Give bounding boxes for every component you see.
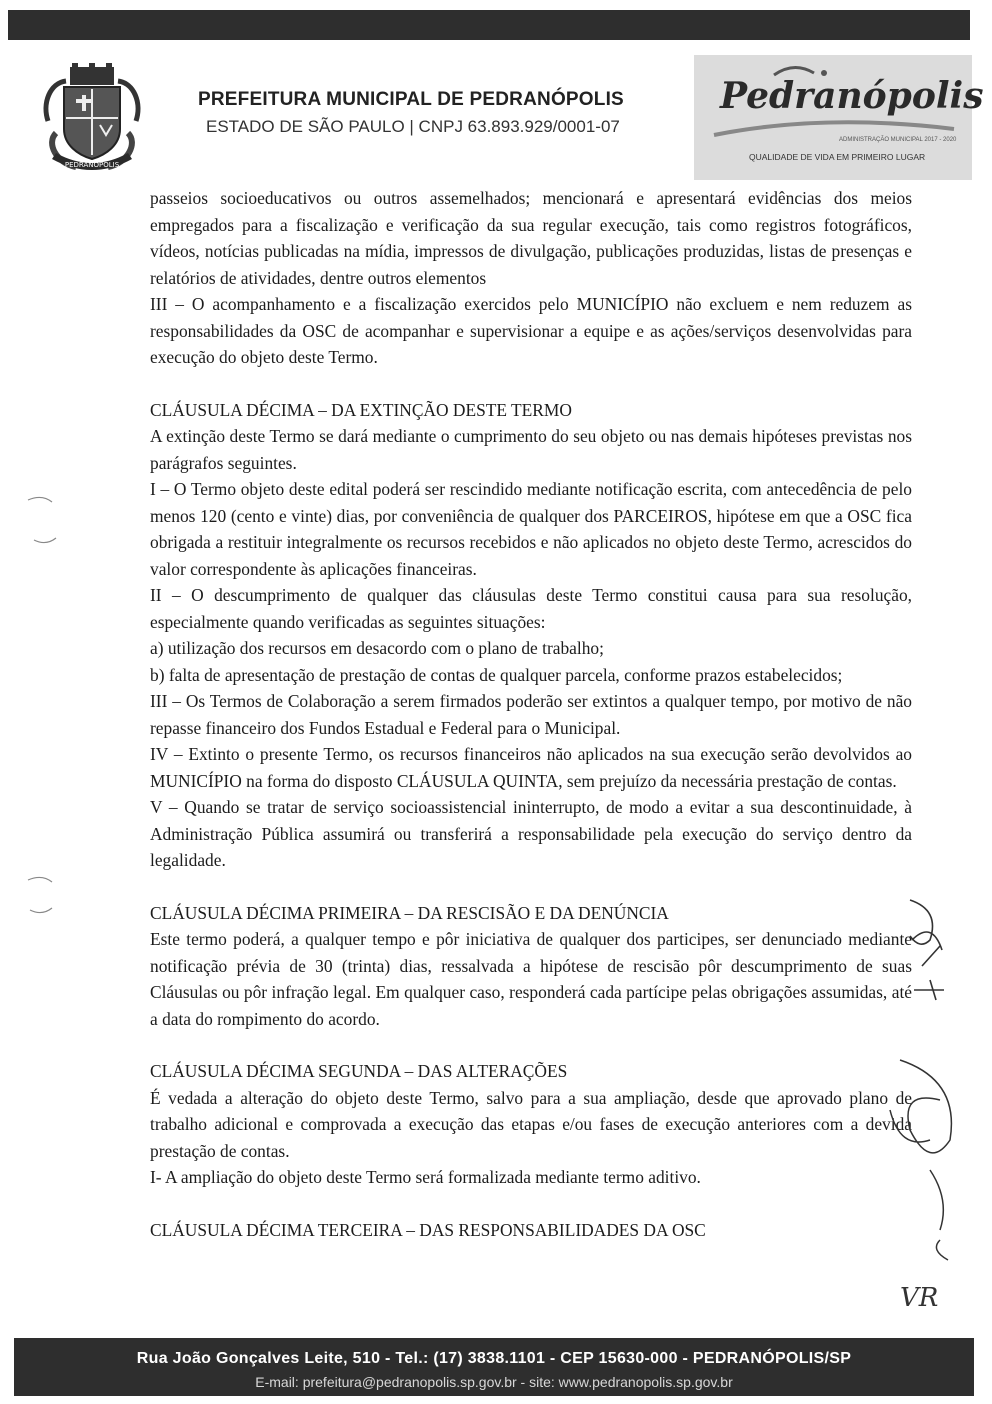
paragraph: É vedada a alteração do objeto deste Termo, salvo para a sua ampliação, desde que aprovado plano de trabalho adicional e comprovada a execução das etapas e/ou fases de execução anteriores com a devida prestação de contas. — [150, 1087, 912, 1161]
paragraph: A extinção deste Termo se dará mediante o cumprimento do seu objeto ou nas demais hipóteses previstas nos parágrafos seguintes. — [150, 426, 912, 473]
clause-heading-tenth: CLÁUSULA DÉCIMA – DA EXTINÇÃO DESTE TERMO — [150, 399, 572, 420]
municipal-crest-icon — [36, 63, 148, 175]
letterhead — [14, 55, 984, 185]
organization-subtitle: ESTADO DE SÃO PAULO | CNPJ 63.893.929/0001-07 — [206, 117, 620, 136]
list-item: a) utilização dos recursos em desacordo com o plano de trabalho; — [150, 638, 604, 658]
footer-contact: E-mail: prefeitura@pedranopolis.sp.gov.br - site: www.pedranopolis.sp.gov.br — [255, 1374, 733, 1390]
paragraph: III – O acompanhamento e a fiscalização exercidos pelo MUNICÍPIO não excluem e nem reduzem as responsabilidades da OSC de acompanhar e supervisionar a equipe e as ações/serviços desenvolvidas para execução do objeto deste Termo. — [150, 294, 912, 367]
paragraph: IV – Extinto o presente Termo, os recursos financeiros não aplicados na sua execução serão devolvidos ao MUNICÍPIO na forma do disposto CLÁUSULA QUINTA, sem prejuízo da necessária prestação de contas. — [150, 744, 912, 791]
crest-text: PEDRANÓPOLIS — [64, 161, 120, 169]
clause-heading-twelfth: CLÁUSULA DÉCIMA SEGUNDA – DAS ALTERAÇÕES — [150, 1061, 568, 1081]
organization-name: PREFEITURA MUNICIPAL DE PEDRANÓPOLIS — [198, 89, 624, 110]
paragraph: III – Os Termos de Colaboração a serem firmados poderão ser extintos a qualquer tempo, por motivo de não repasse financeiro dos Fundos Estadual e Federal para o Municipal. — [150, 691, 912, 738]
initials-mark: VR — [900, 1283, 939, 1313]
paragraph: V – Quando se tratar de serviço socioassistencial ininterrupto, de modo a evitar a sua descontinuidade, à Administração Pública assumirá ou transferirá a responsabilidade pela execução do serviço dentro da legalidade. — [150, 797, 912, 870]
logo-tagline: QUALIDADE DE VIDA EM PRIMEIRO LUGAR — [749, 152, 926, 162]
paragraph: passeios socioeducativos ou outros assemelhados; mencionará e apresentará evidências dos meios empregados para a fiscalização e verificação da sua regular execução, tais como registros fotográficos, vídeos, notícias publicadas na mídia, impressos de divulgação, publicações produzidas, listas de presenças e relatórios de atividades, dentre outros elementos — [150, 188, 912, 288]
logo-administration-text: ADMINISTRAÇÃO MUNICIPAL 2017 - 2020 — [839, 137, 957, 143]
paragraph: Este termo poderá, a qualquer tempo e pôr iniciativa de qualquer dos participes, ser denunciado mediante notificação prévia de 30 (trinta) dias, ressalvada a hipótese de rescisão pôr descumprimento de suas Cláusulas ou pôr infração legal. Em qualquer caso, responderá cada partícipe pelas obrigações assumidas, até a data do rompimento do acordo. — [150, 929, 912, 1029]
clause-heading-eleventh: CLÁUSULA DÉCIMA PRIMEIRA – DA RESCISÃO E DA DENÚNCIA — [150, 902, 669, 923]
footer-bar — [14, 1338, 974, 1396]
footer-address: Rua João Gonçalves Leite, 510 - Tel.: (17) 3838.1101 - CEP 15630-000 - PEDRANÓPOLIS/SP — [136, 1350, 852, 1367]
city-logo — [694, 55, 984, 180]
list-item: b) falta de apresentação de prestação de contas de qualquer parcela, conforme prazos estabelecidos; — [150, 664, 843, 685]
signature-initial-mark — [910, 900, 944, 1000]
paragraph: I- A ampliação do objeto deste Termo será formalizada mediante termo aditivo. — [150, 1167, 701, 1187]
paragraph: I – O Termo objeto deste edital poderá ser rescindido mediante notificação escrita, com antecedência de pelo menos 120 (cento e vinte) dias, por conveniência de qualquer dos PARCEIROS, hipótese em que a OSC fica obrigada a restituir integralmente os recursos recebidos e não aplicados no objeto deste Termo, acrescidos do valor correspondente às aplicações financeiras. — [150, 479, 912, 579]
top-border-bar — [8, 10, 970, 40]
clause-heading-thirteenth: CLÁUSULA DÉCIMA TERCEIRA – DAS RESPONSABILIDADES DA OSC — [150, 1219, 706, 1240]
paragraph: II – O descumprimento de qualquer das cláusulas deste Termo constitui causa para sua resolução, especialmente quando verificadas as seguintes situações: — [150, 585, 912, 632]
logo-wordmark: Pedranópolis — [720, 75, 984, 117]
document-body — [150, 185, 912, 1243]
